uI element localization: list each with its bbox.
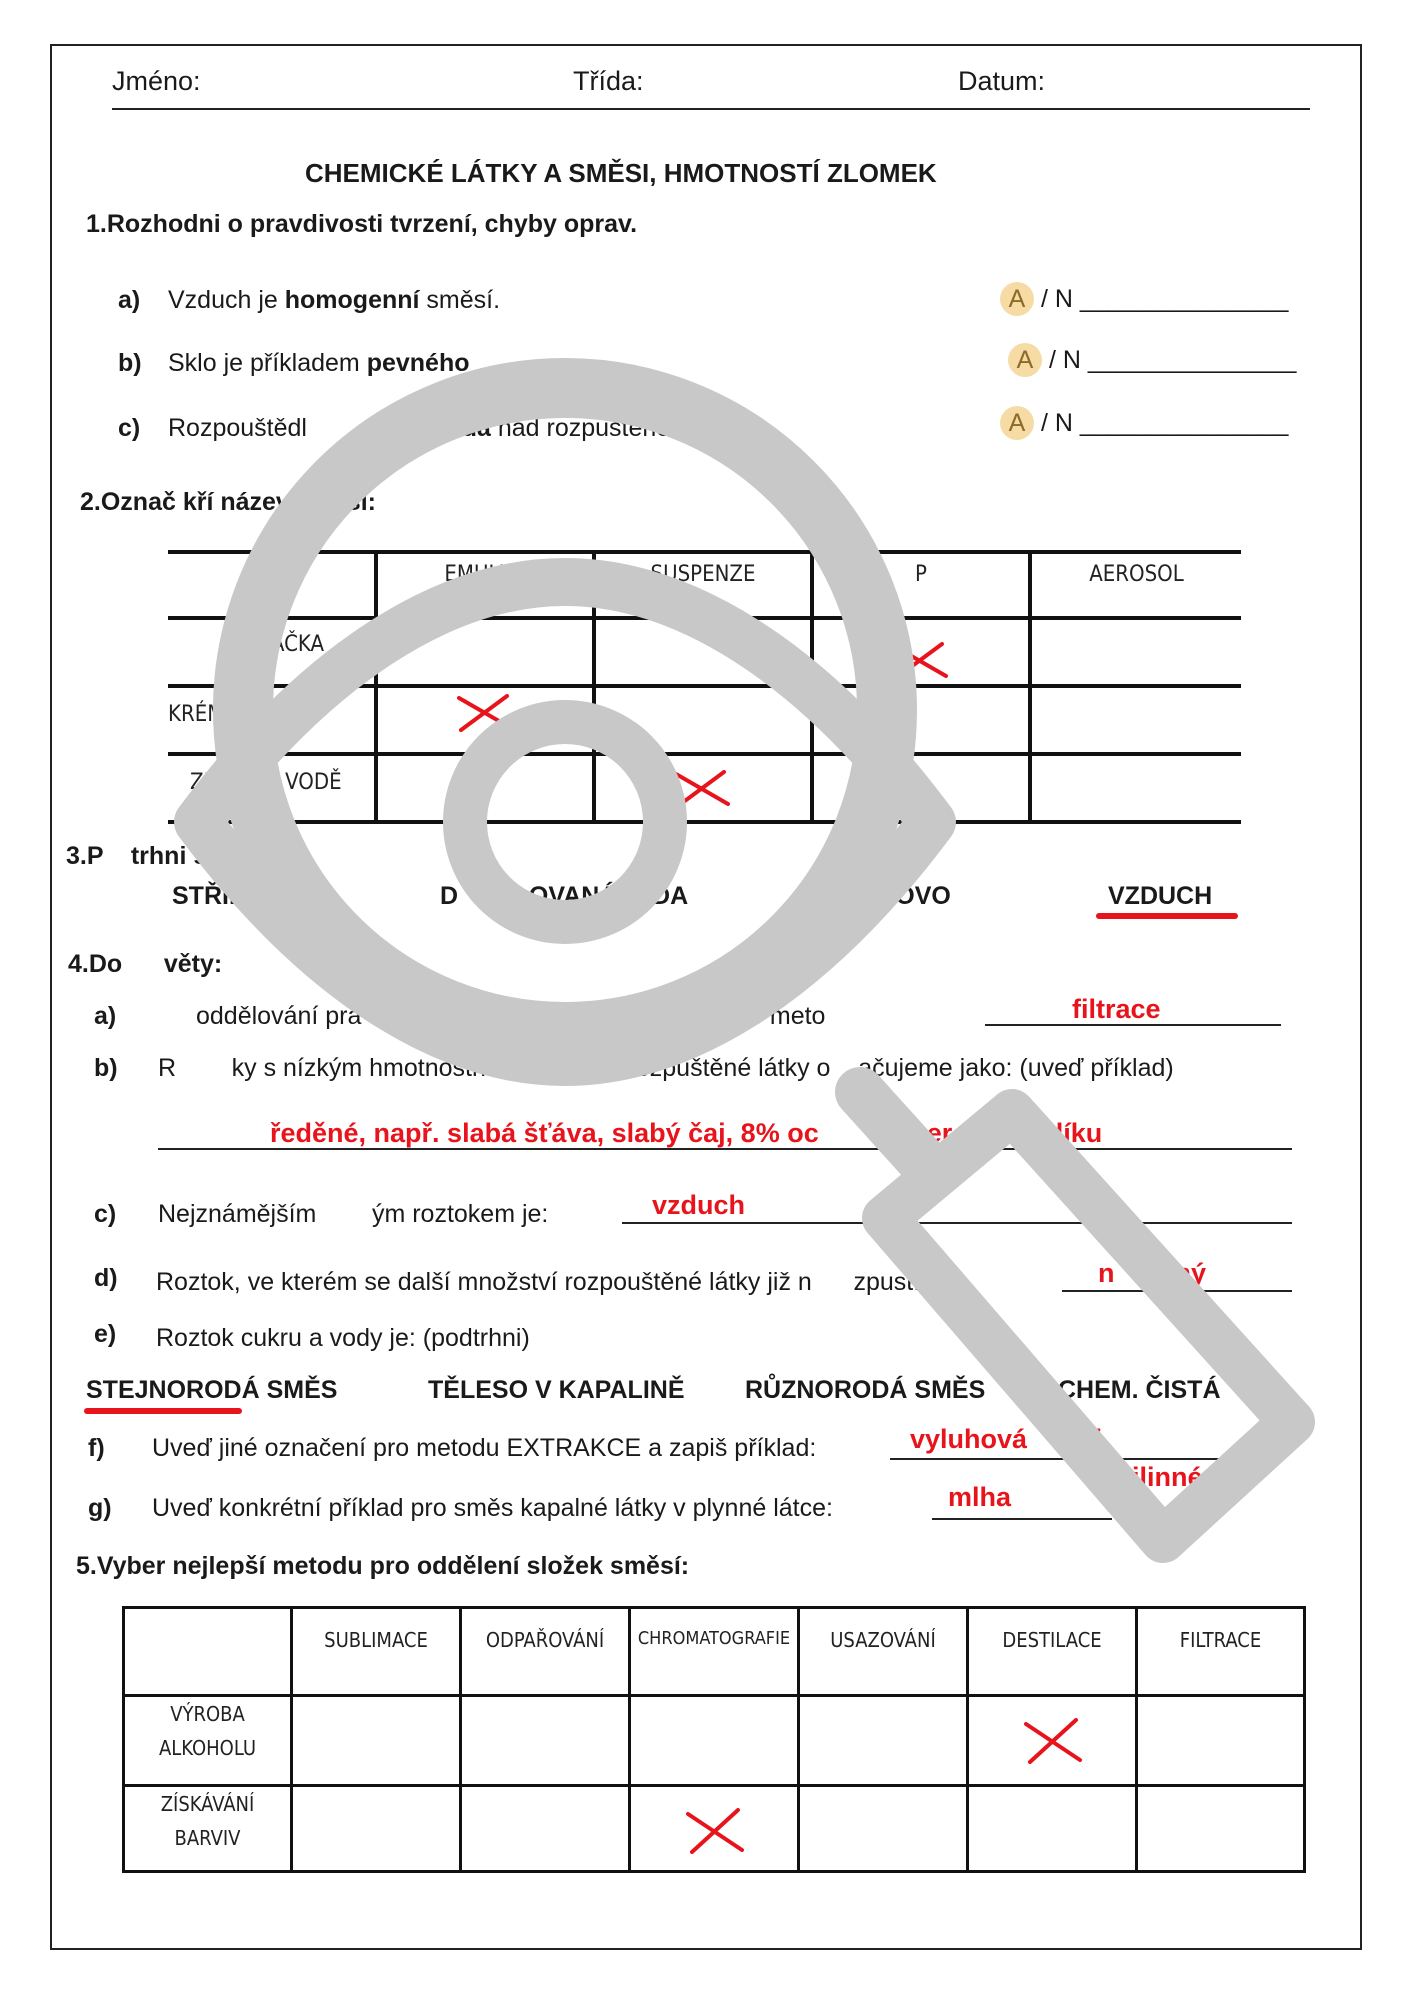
answer-a-highlight: A <box>1008 343 1042 377</box>
q1a-label: a) <box>118 286 141 314</box>
q4e-option-chem-cista[interactable]: CHEM. ČISTÁ KA <box>1058 1376 1292 1404</box>
q1b-text: Sklo je příkladem pevného <box>168 349 470 377</box>
q4g-label: g) <box>88 1494 112 1522</box>
q4d-text: Roztok, ve kterém se další množství rozpouštěné látky již n zpustí, je: <box>156 1268 968 1296</box>
q1c-answer[interactable]: A / N _______________ <box>1000 406 1288 440</box>
class-label: Třída: <box>573 66 644 96</box>
q2-col-suspenze: SUSPENZE <box>650 562 756 587</box>
answer-a-highlight: A <box>1000 282 1034 316</box>
q3-option-destilovana-voda[interactable]: D ILOVANÁ DA <box>440 882 689 910</box>
cross-mark <box>684 1806 746 1856</box>
q1a-text: Vzduch je homogenní směsí. <box>168 286 501 314</box>
q5-col-filtrace: FILTRACE <box>1179 1628 1262 1652</box>
q4f-answer-extra: ilinné ol <box>1132 1462 1235 1492</box>
q3-option-stribro[interactable]: STŘÍB <box>172 882 247 910</box>
q5-col-odparovani: ODPAŘOVÁNÍ <box>485 1628 605 1652</box>
q4e-label: e) <box>94 1320 117 1348</box>
q4e-option-teleso[interactable]: TĚLESO V KAPALINĚ <box>428 1376 685 1404</box>
header-line <box>112 108 1310 110</box>
q4d-label: d) <box>94 1264 118 1292</box>
q4-heading: 4.Do věty: <box>68 950 223 978</box>
q2-row-slehacka: ŠLEHAČKA <box>219 632 325 657</box>
q4a-answer[interactable]: filtrace <box>1072 994 1161 1024</box>
q5-row-ziskavani: ZÍSKÁVÁNÍ BARVIV <box>160 1792 255 1850</box>
q3-option-olovo[interactable]: LOVO <box>880 882 951 910</box>
q4f-text: Uveď jiné označení pro metodu EXTRAKCE a zapiš příklad: <box>152 1434 817 1462</box>
q4g-answer[interactable]: mlha <box>948 1482 1012 1512</box>
q1a-answer[interactable]: A / N _______________ <box>1000 282 1288 316</box>
q4b-answer[interactable]: ředěné, např. slabá šťáva, slabý čaj, 8% oc % peroxid vodíku <box>270 1118 1103 1148</box>
q4d-answer[interactable]: n ený <box>1098 1258 1207 1288</box>
q5-col-destilace: DESTILACE <box>1002 1628 1102 1652</box>
date-label: Datum: <box>958 66 1046 96</box>
q2-row-ze: ZE É VODĚ <box>190 770 342 795</box>
q4e-option-stejnoroda[interactable]: STEJNORODÁ SMĚS <box>86 1376 338 1404</box>
q2-col-p: P <box>915 562 927 587</box>
q4b-text: R ky s nízkým hmotnostním zlomkem rozpuštěné látky o ačujeme jako: (uveď příklad) <box>158 1054 1174 1082</box>
page-title: CHEMICKÉ LÁTKY A SMĚSI, HMOTNOSTÍ ZLOMEK <box>305 158 937 188</box>
underline-mark <box>1096 913 1238 919</box>
q4d-answer-line <box>1062 1290 1292 1292</box>
q3-option-vzduch[interactable]: VZDUCH <box>1108 882 1213 910</box>
q5-col-usazovani: USAZOVÁNÍ <box>830 1628 936 1652</box>
page-frame <box>50 44 1362 1950</box>
q3-heading: 3.P trhni s i: <box>66 842 251 870</box>
q2-heading: 2.Označ kří název směsi: <box>80 488 376 516</box>
name-label: Jméno: <box>112 66 201 96</box>
underline-mark <box>84 1408 242 1414</box>
cross-mark <box>1022 1716 1084 1766</box>
q2-row-krem: KRÉM NA OP <box>168 702 293 727</box>
q4g-text: Uveď konkrétní příklad pro směs kapalné látky v plynné látce: <box>152 1494 833 1522</box>
q1b-answer[interactable]: A / N _______________ <box>1008 343 1296 377</box>
q5-heading: 5.Vyber nejlepší metodu pro oddělení složek směsí: <box>76 1552 690 1580</box>
cross-mark <box>672 768 732 810</box>
q4f-answer[interactable]: vyluhová aj <box>910 1424 1103 1454</box>
q4a-text: oddělování pra ch částic ze vz použijeme meto <box>196 1002 826 1030</box>
q4c-answer[interactable]: vzduch <box>652 1190 746 1220</box>
q2-col-aerosol: AEROSOL <box>1089 562 1184 587</box>
q4c-answer-line <box>622 1222 1292 1224</box>
q1c-label: c) <box>118 414 141 442</box>
cross-mark <box>890 640 950 682</box>
q4f-label: f) <box>88 1434 105 1462</box>
q4c-text: Nejznámějším ým roztokem je: <box>158 1200 556 1228</box>
q5-col-sublimace: SUBLIMACE <box>324 1628 428 1652</box>
q2-col-emulze: EMULZE <box>444 562 526 587</box>
q4e-option-ruznoroda[interactable]: RŮZNORODÁ SMĚS <box>745 1376 986 1404</box>
q4g-answer-line <box>932 1518 1112 1520</box>
q4e-text: Roztok cukru a vody je: (podtrhni) <box>156 1324 530 1352</box>
q4f-answer-line <box>890 1458 1260 1460</box>
q5-row-vyroba: VÝROBA ALKOHOLU <box>158 1702 257 1760</box>
q1-heading: 1.Rozhodni o pravdivosti tvrzení, chyby oprav. <box>86 210 638 238</box>
q4b-label: b) <box>94 1054 118 1082</box>
answer-a-highlight: A <box>1000 406 1034 440</box>
q4a-label: a) <box>94 1002 117 1030</box>
q1c-text: Rozpouštědl kladá nad rozpuštěnou lá <box>168 414 711 442</box>
q1b-label: b) <box>118 349 142 377</box>
q4c-label: c) <box>94 1200 117 1228</box>
q5-col-chromatografie: CHROMATOGRAFIE <box>637 1628 791 1649</box>
cross-mark <box>455 692 515 734</box>
